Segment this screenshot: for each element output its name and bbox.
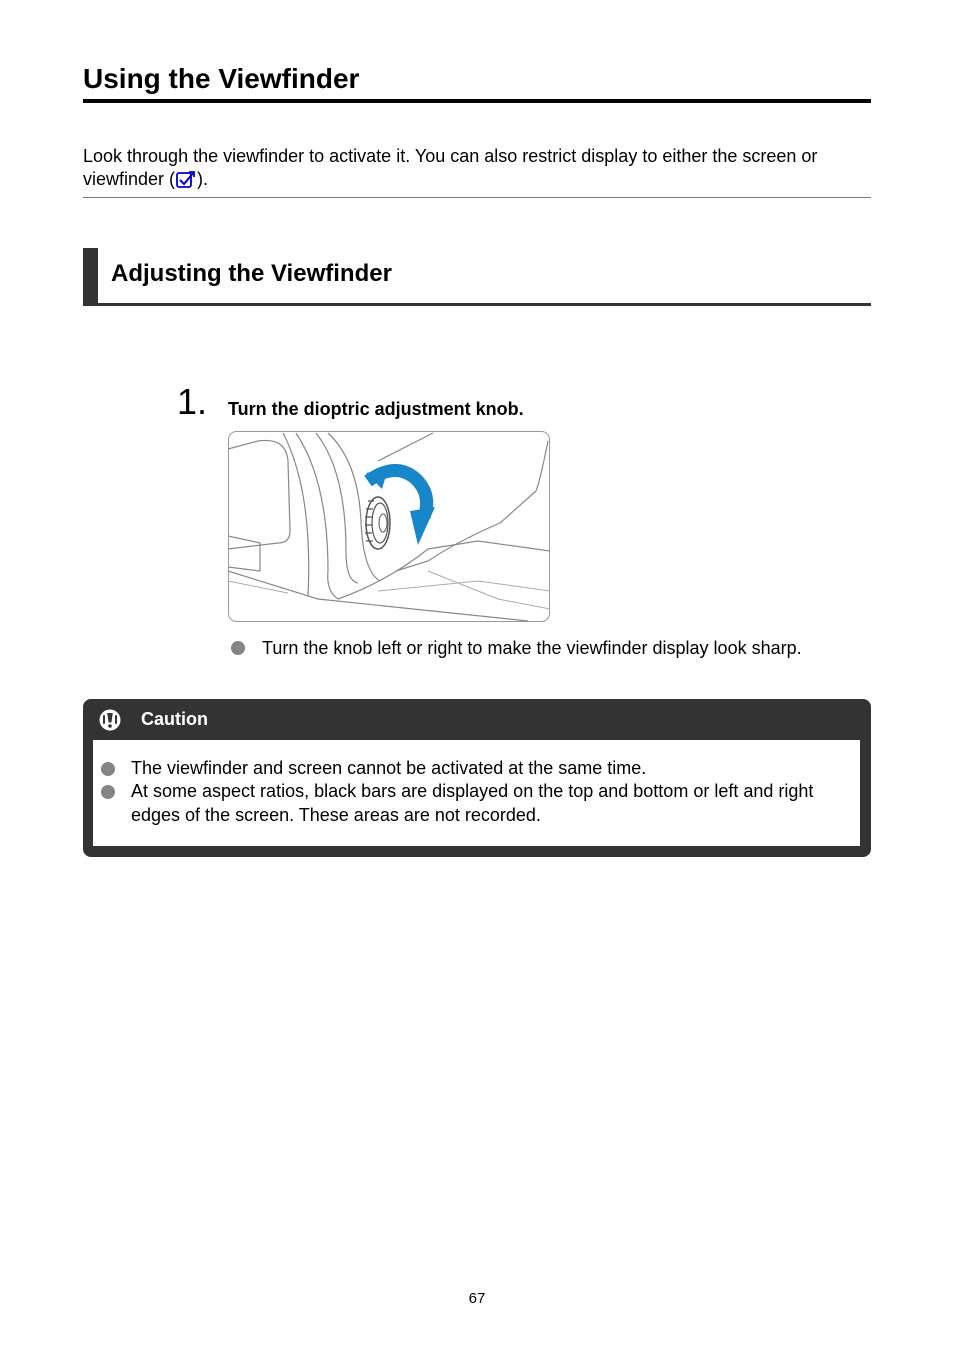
intro-text-end: ). [197,169,209,189]
caution-item: At some aspect ratios, black bars are displayed on the top and bottom or left and right edges of the screen. These areas are not recorded. [131,781,814,825]
intro-paragraph [83,145,883,195]
bullet-icon [231,641,245,655]
intro-text: Look through the viewfinder to activate it. You can also restrict display to either the screen or viewfinder ( [83,146,818,189]
caution-icon [99,709,121,736]
caution-item: The viewfinder and screen cannot be activated at the same time. [131,758,647,778]
section-title: Adjusting the Viewfinder [111,260,392,287]
intro-divider [83,197,871,198]
caution-title: Caution [141,709,208,729]
caution-body [93,740,860,846]
page-title: Using the Viewfinder [83,63,360,94]
section-divider [83,303,871,306]
step-note: Turn the knob left or right to make the viewfinder display look sharp. [262,638,802,658]
section-heading-bar [83,248,98,305]
bullet-icon [101,762,115,776]
viewfinder-dioptric-knob-illustration [228,431,550,622]
cross-reference-icon[interactable] [176,169,196,195]
caution-box [83,699,871,857]
page-number: 67 [468,1290,486,1307]
step-instruction: Turn the dioptric adjustment knob. [228,399,524,419]
title-divider [83,99,871,103]
step-number: 1. [177,381,208,422]
bullet-icon [101,785,115,799]
